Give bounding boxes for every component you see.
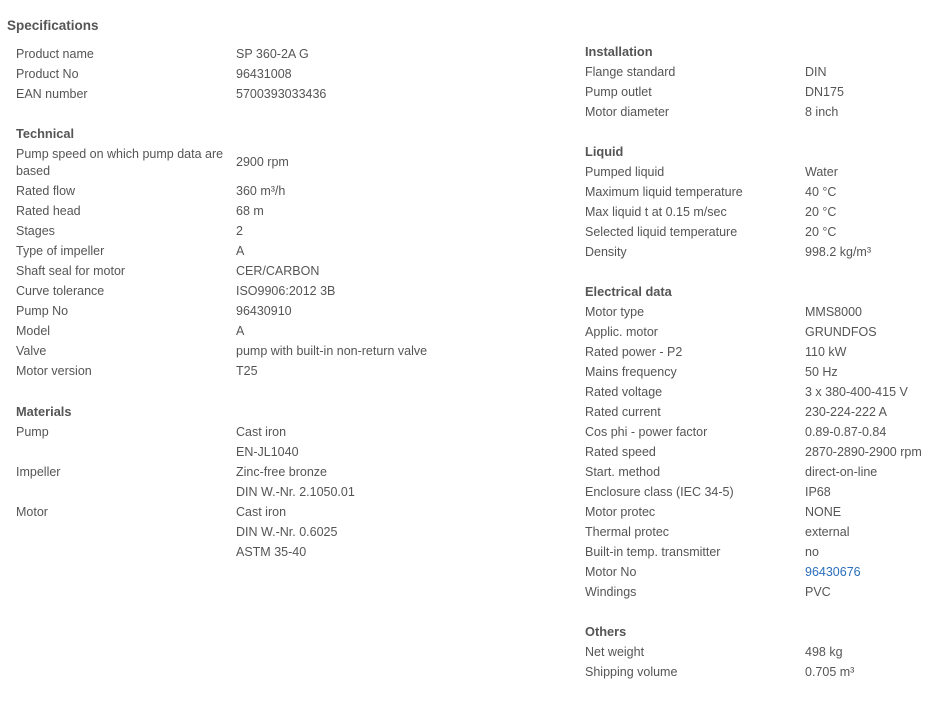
spec-row-rated-head [16,201,556,221]
spec-label: Motor version [16,364,92,378]
spec-value: 20 °C [805,225,837,239]
spec-label: EAN number [16,87,88,101]
spec-value: 96431008 [236,67,292,81]
page-title: Specifications [7,18,99,33]
spec-row-material-pump [16,422,556,462]
spec-value: Water [805,165,838,179]
spec-label: Product No [16,67,79,81]
spec-row-curve-tolerance [16,281,556,301]
spec-row-product-no [16,64,556,84]
spec-row-mains-frequency [585,362,935,382]
spec-row-motor-no [585,562,935,582]
spec-value: 0.705 m³ [805,665,855,679]
spec-value: 230-224-222 A [805,405,888,419]
spec-value: GRUNDFOS [805,325,877,339]
section-title-technical: Technical [16,126,75,141]
spec-label: Rated speed [585,445,656,459]
spec-label: Max liquid t at 0.15 m/sec [585,205,727,219]
spec-row-rated-power [585,342,935,362]
spec-row-material-motor [16,502,556,562]
spec-label: Pump outlet [585,85,652,99]
spec-value: IP68 [805,485,831,499]
spec-label: Start. method [585,465,661,479]
spec-value-list [236,502,556,562]
spec-label: Motor protec [585,505,656,519]
spec-value: PVC [805,585,831,599]
section-title-installation: Installation [585,44,653,59]
spec-row-pump-speed [16,144,556,181]
spec-value: 68 m [236,204,264,218]
spec-value: DIN W.-Nr. 0.6025 [236,525,338,539]
spec-row-rated-voltage [585,382,935,402]
spec-label: Curve tolerance [16,284,105,298]
spec-value: external [805,525,850,539]
spec-label: Net weight [585,645,645,659]
spec-value: NONE [805,505,842,519]
spec-value: ASTM 35-40 [236,545,307,559]
spec-label: Applic. motor [585,325,658,339]
spec-row-enclosure-class [585,482,935,502]
spec-value: 360 m³/h [236,184,286,198]
spec-value: 5700393033436 [236,87,327,101]
spec-value: DIN [805,65,827,79]
spec-value: no [805,545,819,559]
spec-row-pump-no [16,301,556,321]
spec-label: Rated current [585,405,661,419]
spec-value: MMS8000 [805,305,862,319]
spec-row-windings [585,582,935,602]
spec-value: Zinc-free bronze [236,465,328,479]
spec-label: Selected liquid temperature [585,225,738,239]
spec-row-motor-protec [585,502,935,522]
spec-label: Product name [16,47,94,61]
spec-row-motor-version [16,361,556,381]
spec-label: Built-in temp. transmitter [585,545,721,559]
spec-row-start-method [585,462,935,482]
spec-value: Cast iron [236,505,287,519]
spec-value: EN-JL1040 [236,445,299,459]
spec-label: Thermal protec [585,525,670,539]
spec-value: 998.2 kg/m³ [805,245,872,259]
spec-label: Rated voltage [585,385,663,399]
spec-label: Pump [16,425,49,439]
spec-label: Maximum liquid temperature [585,185,743,199]
spec-value: A [236,244,245,258]
spec-value: 50 Hz [805,365,838,379]
spec-value-list [236,422,556,462]
spec-value: pump with built-in non-return valve [236,344,428,358]
spec-value: Cast iron [236,425,287,439]
spec-label: Cos phi - power factor [585,425,708,439]
spec-value: 8 inch [805,105,839,119]
section-title-liquid: Liquid [585,144,624,159]
spec-row-stages [16,221,556,241]
spec-value: CER/CARBON [236,264,320,278]
technical-section [16,124,556,381]
spec-row-type-of-impeller [16,241,556,261]
spec-value: 0.89-0.87-0.84 [805,425,887,439]
section-title-others: Others [585,624,627,639]
spec-value: 96430910 [236,304,292,318]
spec-label: Type of impeller [16,244,105,258]
spec-label: Rated flow [16,184,76,198]
installation-section [585,42,935,122]
spec-row-rated-flow [16,181,556,201]
general-section [16,44,556,104]
spec-row-thermal-protec [585,522,935,542]
spec-row-rated-current [585,402,935,422]
spec-row-shaft-seal [16,261,556,281]
spec-row-ean-number [16,84,556,104]
spec-label: Flange standard [585,65,676,79]
spec-label: Valve [16,344,47,358]
spec-row-net-weight [585,642,935,662]
spec-label: Enclosure class (IEC 34-5) [585,485,734,499]
motor-no-link[interactable]: 96430676 [805,565,861,579]
spec-row-flange-standard [585,62,935,82]
spec-row-product-name [16,44,556,64]
spec-row-pumped-liquid [585,162,935,182]
spec-row-shipping-volume [585,662,935,682]
spec-row-density [585,242,935,262]
spec-value: DN175 [805,85,844,99]
spec-label: Pump speed on which pump data are based [16,146,224,178]
spec-row-model [16,321,556,341]
materials-section [16,402,556,562]
spec-value: 2870-2890-2900 rpm [805,445,922,459]
spec-label: Stages [16,224,55,238]
spec-value: 2 [236,224,243,238]
spec-label: Motor [16,505,48,519]
spec-label: Windings [585,585,637,599]
spec-value: 2900 rpm [236,155,289,169]
spec-row-selected-liquid-temp [585,222,935,242]
spec-value: T25 [236,364,258,378]
spec-label: Pumped liquid [585,165,665,179]
spec-value: direct-on-line [805,465,878,479]
spec-label: Motor type [585,305,645,319]
spec-row-max-liquid-t-velocity [585,202,935,222]
liquid-section [585,142,935,262]
spec-row-pump-outlet [585,82,935,102]
spec-row-temp-transmitter [585,542,935,562]
spec-row-valve [16,341,556,361]
spec-row-rated-speed [585,442,935,462]
spec-value: SP 360-2A G [236,47,309,61]
spec-label: Motor No [585,565,637,579]
spec-label: Rated power - P2 [585,345,683,359]
spec-row-max-liquid-temp [585,182,935,202]
spec-value: 110 kW [805,345,847,359]
spec-row-motor-type [585,302,935,322]
spec-label: Model [16,324,51,338]
spec-label: Impeller [16,465,61,479]
spec-label: Shipping volume [585,665,678,679]
spec-value: 3 x 380-400-415 V [805,385,908,399]
spec-value: ISO9906:2012 3B [236,284,336,298]
spec-value: 40 °C [805,185,837,199]
spec-row-material-impeller [16,462,556,502]
spec-value: DIN W.-Nr. 2.1050.01 [236,485,355,499]
spec-row-motor-diameter [585,102,935,122]
spec-label: Rated head [16,204,81,218]
others-section [585,622,935,682]
spec-label: Pump No [16,304,69,318]
spec-value: 498 kg [805,645,843,659]
section-title-materials: Materials [16,404,72,419]
spec-value: 20 °C [805,205,837,219]
spec-value-list [236,462,556,502]
spec-row-cos-phi [585,422,935,442]
section-title-electrical: Electrical data [585,284,672,299]
spec-label: Motor diameter [585,105,670,119]
spec-label: Mains frequency [585,365,677,379]
electrical-section [585,282,935,602]
spec-row-applic-motor [585,322,935,342]
spec-label: Density [585,245,627,259]
spec-value: A [236,324,245,338]
spec-label: Shaft seal for motor [16,264,126,278]
